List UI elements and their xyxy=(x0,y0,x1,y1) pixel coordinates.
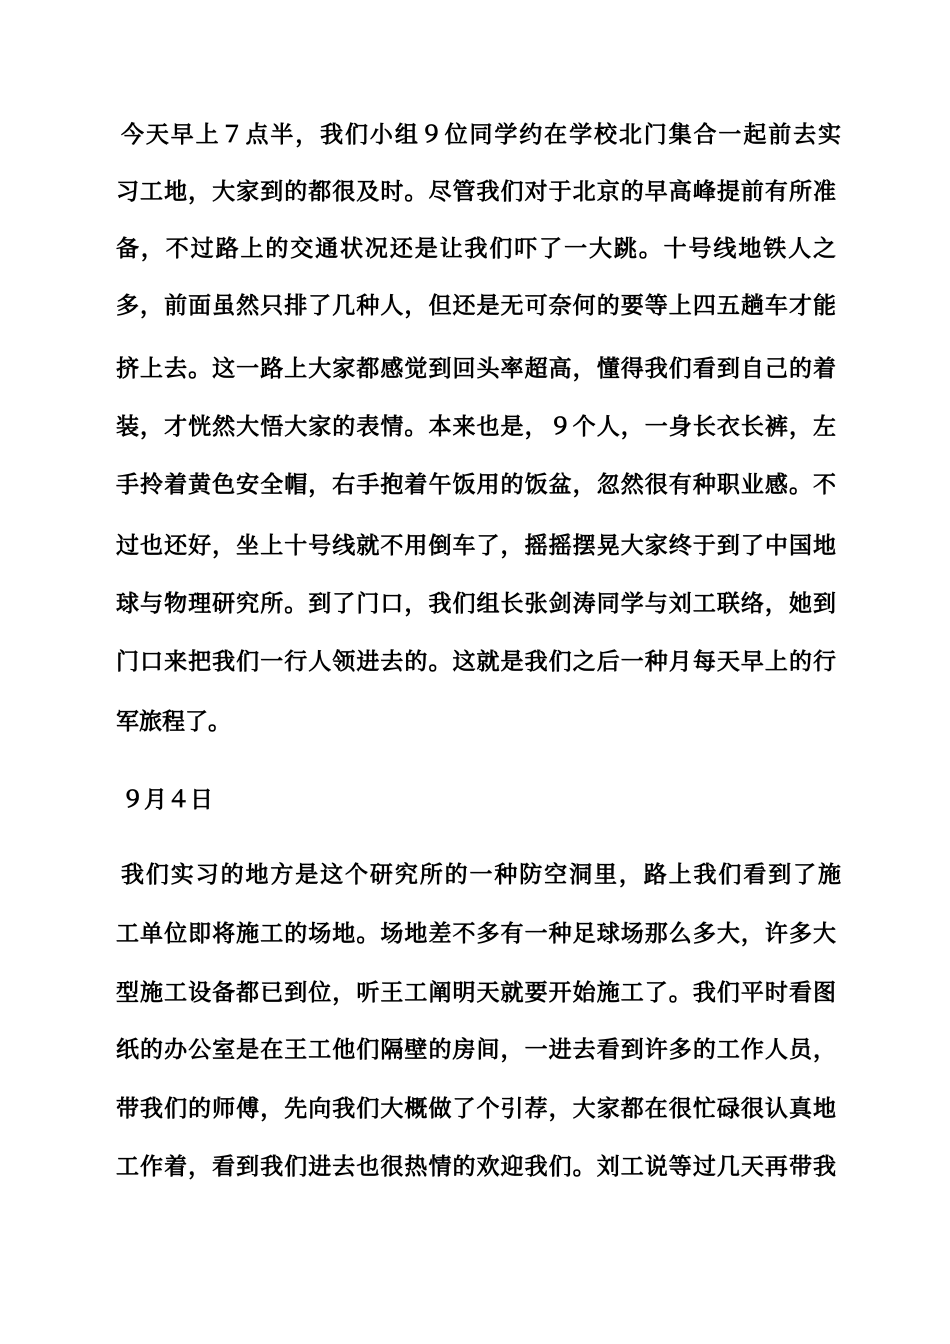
paragraph-1-line-4: 多，前面虽然只排了几种人，但还是无可奈何的要等上四五趟车才能 xyxy=(116,293,836,319)
paragraph-1-line-9: 球与物理研究所。到了门口，我们组长张剑涛同学与刘工联络，她到 xyxy=(116,591,836,617)
paragraph-2-line-3: 型施工设备都已到位，听王工阐明天就要开始施工了。我们平时看图 xyxy=(116,980,836,1006)
paragraph-1-line-8: 过也还好，坐上十号线就不用倒车了，摇摇摆晃大家终于到了中国地 xyxy=(116,533,836,559)
paragraph-1-line-2: 习工地，大家到的都很及时。尽管我们对于北京的早高峰提前有所准 xyxy=(116,179,836,205)
paragraph-2-line-1: 我们实习的地方是这个研究所的一种防空洞里，路上我们看到了施 xyxy=(121,862,841,888)
paragraph-1-line-3: 备，不过路上的交通状况还是让我们吓了一大跳。十号线地铁人之 xyxy=(116,236,836,262)
date-heading: ９月４日 xyxy=(121,787,213,813)
paragraph-1-line-10: 门口来把我们一行人领进去的。这就是我们之后一种月每天早上的行 xyxy=(116,649,836,675)
paragraph-2-line-2: 工单位即将施工的场地。场地差不多有一种足球场那么多大，许多大 xyxy=(116,921,836,947)
paragraph-2-line-6: 工作着，看到我们进去也很热情的欢迎我们。刘工说等过几天再带我 xyxy=(116,1154,836,1180)
paragraph-1-line-5: 挤上去。这一路上大家都感觉到回头率超高，懂得我们看到自己的着 xyxy=(116,356,836,382)
paragraph-1-line-6: 装，才恍然大悟大家的表情。本来也是，９个人，一身长衣长裤，左 xyxy=(116,414,836,440)
paragraph-2-line-5: 带我们的师傅，先向我们大概做了个引荐，大家都在很忙碌很认真地 xyxy=(116,1096,836,1122)
paragraph-2-line-4: 纸的办公室是在王工他们隔壁的房间，一进去看到许多的工作人员， xyxy=(116,1037,836,1063)
paragraph-1-line-11: 军旅程了。 xyxy=(116,709,231,735)
paragraph-1-line-7: 手拎着黄色安全帽，右手抱着午饭用的饭盆，忽然很有种职业感。不 xyxy=(116,472,836,498)
paragraph-1-line-1: 今天早上７点半，我们小组９位同学约在学校北门集合一起前去实 xyxy=(121,122,841,148)
